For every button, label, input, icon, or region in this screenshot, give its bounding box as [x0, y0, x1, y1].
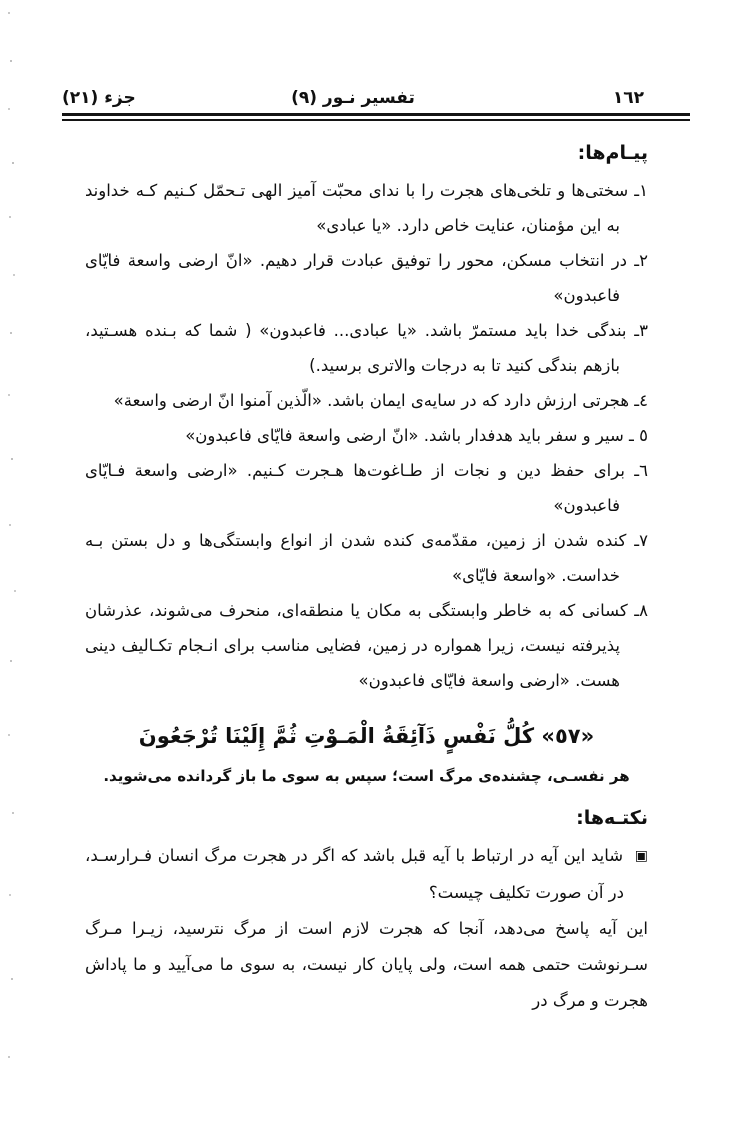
payam-item-6: ٦ـ برای حفظ دین و نجات از طـاغوت‌ها هـجرت کـنیم. «ارضی واسعة فـایّای فاعبدون»	[85, 461, 648, 515]
page-header	[62, 88, 690, 108]
notes-heading: نکتـه‌ها:	[576, 807, 648, 829]
payam-item-4: ٤ـ هجرتی ارزش دارد که در سایه‌ی ایمان باشد. «الّذین آمنوا انّ ارضی واسعة»	[113, 391, 648, 410]
scan-noise	[8, 12, 10, 14]
page-content	[85, 137, 648, 1019]
note-item-text: شاید این آیه در ارتباط با آیه قبل باشد که اگر در هجرت مرگ انسان فـرارسـد، در آن صورت تکلیف چیست؟	[85, 846, 624, 902]
book-title: تفسیر نـور (٩)	[291, 88, 415, 108]
quran-verse: «٥٧» كُلُّ نَفْسٍ ذَآئِقَةُ الْمَـوْتِ ثُمَّ إِلَيْنَا تُرْجَعُونَ	[138, 724, 595, 748]
juz-label: جزء (٢١)	[62, 88, 136, 108]
payam-item-8: ٨ـ کسانی که به خاطر وابستگی به مکان یا منطقه‌ای، منحرف می‌شوند، عذرشان پذیرفته نیست، زیرا همواره در زمین، فضایی مناسب برای انـجام تکـالیف دینی هست. «ارضی واسعة فایّای فاعبدون»	[85, 601, 648, 690]
header-double-rule	[62, 113, 690, 121]
payam-item-2: ٢ـ در انتخاب مسکن، محور را توفیق عبادت قرار دهیم. «انّ ارضی واسعة فایّای فاعبدون»	[85, 251, 648, 305]
notes-paragraph: این آیه پاسخ می‌دهد، آنجا که هجرت لازم است از مرگ نترسید، زیـرا مـرگ سـرنوشت حتمی همه است، ولی پایان کار نیست، به سوی ما می‌آیید و ما پاداش هجرت و مرگ در	[85, 919, 648, 1010]
payam-item-1: ١ـ سختی‌ها و تلخی‌های هجرت را با ندای محبّت آمیز الهی تـحمّل کـنیم کـه خداوند به این مؤمنان، عنایت خاص دارد. «یا عبادی»	[85, 181, 648, 235]
note-item-1	[85, 838, 648, 911]
payam-item-7: ٧ـ کنده شدن از زمین، مقدّمه‌ی کنده شدن از انواع وابستگی‌ها و دل بستن بـه خداست. «واسعة فایّای»	[85, 531, 648, 585]
square-bullet-icon: ▣	[634, 848, 648, 864]
verse-translation: هر نفسـی، چشنده‌ی مرگ است؛ سپس به سوی ما باز گردانده می‌شوید.	[103, 767, 630, 785]
payam-item-5: ٥ ـ سیر و سفر باید هدفدار باشد. «انّ ارضی واسعة فایّای فاعبدون»	[185, 426, 648, 445]
page-number: ١٦٢	[612, 88, 644, 108]
payam-item-3: ٣ـ بندگی خدا باید مستمرّ باشد. «یا عبادی... فاعبدون» ( شما که بـنده هسـتید، بازهم بندگی کنید تا به درجات والاتری برسید.)	[85, 321, 648, 375]
payam-heading: پیـام‌ها:	[577, 142, 648, 164]
